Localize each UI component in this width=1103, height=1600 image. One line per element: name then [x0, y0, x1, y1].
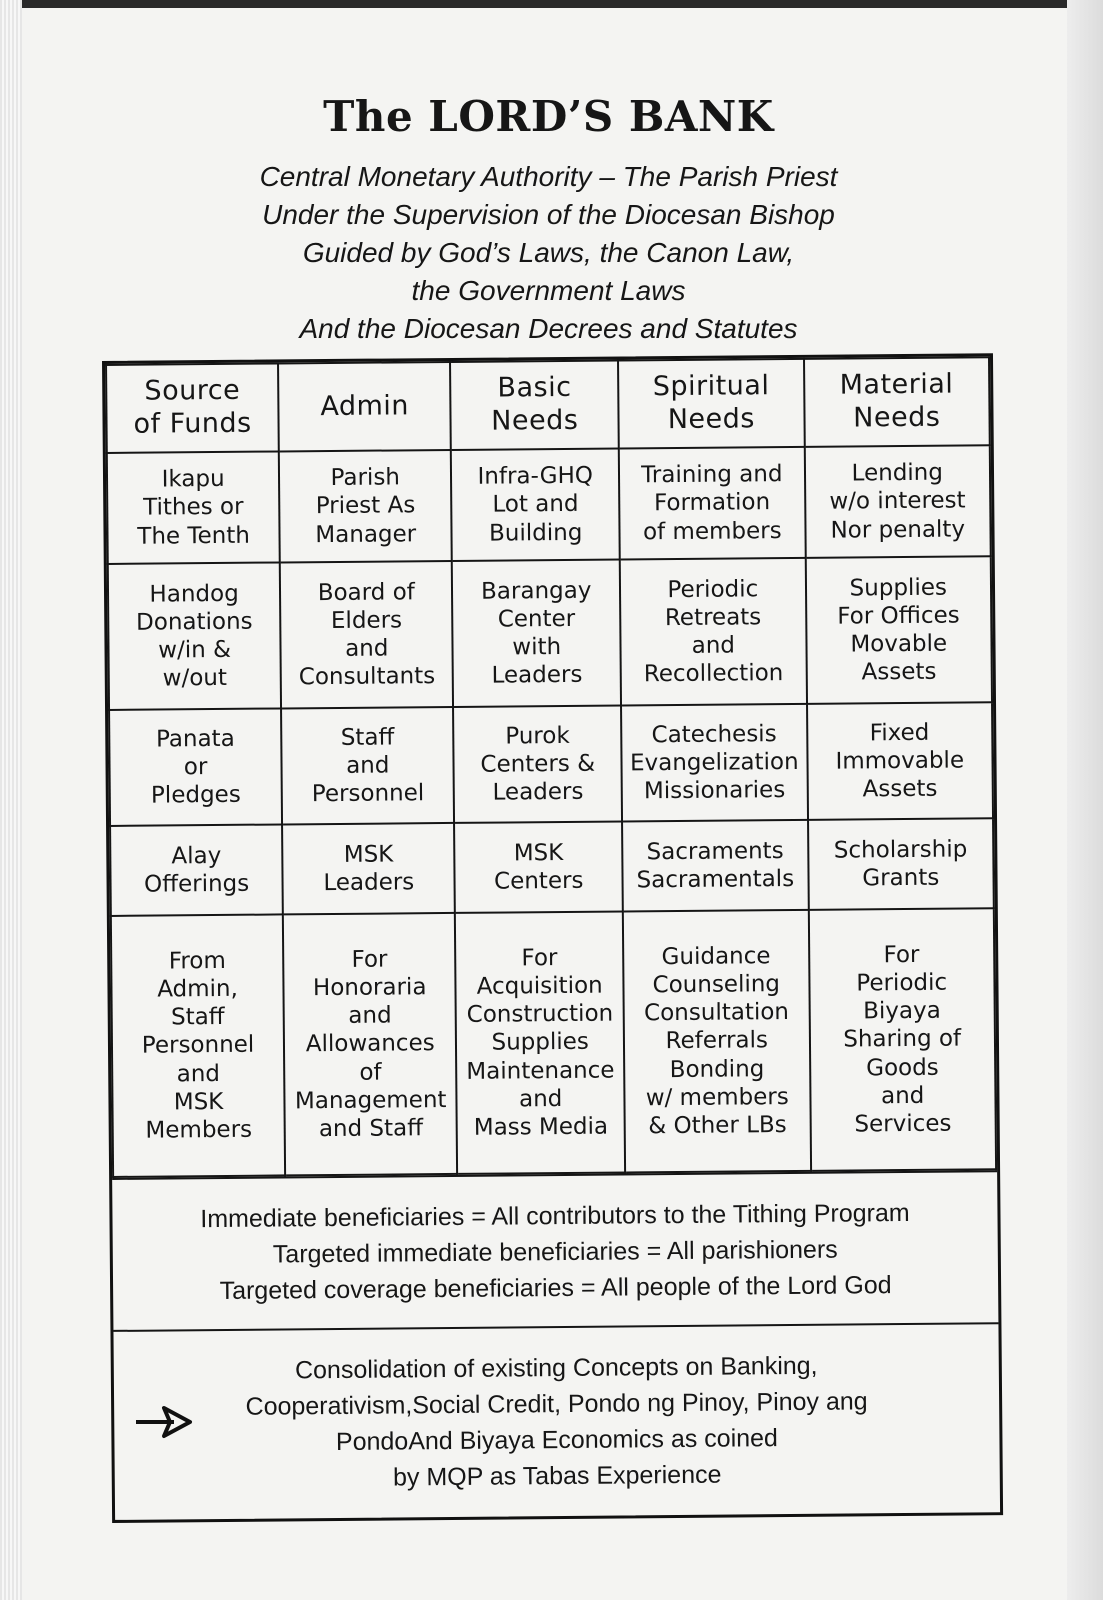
- table-row: [111, 908, 996, 1177]
- table-cell: Sacraments Sacramentals: [622, 820, 808, 912]
- table-cell: For Periodic Biyaya Sharing of Goods and Services: [808, 908, 996, 1171]
- table-cell: From Admin, Staff Personnel and MSK Members: [111, 914, 285, 1176]
- table-header-row: [106, 357, 990, 453]
- column-header-spiritual-needs: Spiritual Needs: [618, 359, 804, 449]
- table-cell: Purok Centers & Leaders: [453, 705, 622, 822]
- beneficiaries-line: Targeted coverage beneficiaries = All people of the Lord God: [219, 1271, 892, 1306]
- column-header-material-needs: Material Needs: [804, 357, 990, 447]
- consolidation-line: Consolidation of existing Concepts on Banking,: [294, 1351, 818, 1385]
- table-cell: Alay Offerings: [110, 824, 283, 915]
- table-cell: Training and Formation of members: [619, 447, 805, 560]
- table-cell: Supplies For Offices Movable Assets: [805, 556, 992, 704]
- table-cell: Board of Elders and Consultants: [280, 561, 453, 708]
- scan-right-margin: [1067, 0, 1103, 1600]
- table-cell: Scholarship Grants: [808, 818, 994, 910]
- subtitle-line: Central Monetary Authority – The Parish Priest: [259, 161, 838, 192]
- table-cell: Infra-GHQ Lot and Building: [451, 448, 620, 560]
- beneficiaries-note: [112, 1170, 998, 1330]
- table-cell: MSK Centers: [454, 821, 623, 912]
- table-cell: Panata or Pledges: [109, 708, 282, 825]
- table-cell: Staff and Personnel: [281, 707, 454, 824]
- beneficiaries-line: Immediate beneficiaries = All contributors to the Tithing Program: [200, 1198, 910, 1234]
- table-cell: MSK Leaders: [282, 823, 455, 914]
- table-cell: Catechesis Evangelization Missionaries: [621, 704, 807, 822]
- scan-top-edge: [0, 0, 1103, 8]
- consolidation-line: by MQP as Tabas Experience: [392, 1460, 722, 1492]
- table-cell: Handog Donations w/in & w/out: [108, 562, 281, 709]
- table-cell: Ikapu Tithes or The Tenth: [107, 451, 280, 563]
- table-cell: Barangay Center with Leaders: [452, 559, 621, 706]
- table-cell: Lending w/o interest Nor penalty: [804, 445, 990, 558]
- column-header-source-of-funds: Source of Funds: [106, 363, 279, 452]
- consolidation-line: Cooperativism,Social Credit, Pondo ng Pinoy, Pinoy ang: [245, 1387, 868, 1421]
- consolidation-line: PondoAnd Biyaya Economics as coined: [335, 1424, 779, 1456]
- page-stack-edge: [0, 0, 22, 1600]
- subtitle-line: Under the Supervision of the Diocesan Bishop: [262, 199, 835, 230]
- table-cell: Fixed Immovable Assets: [807, 702, 993, 820]
- table-row: [109, 702, 993, 826]
- lords-bank-table-frame: [102, 353, 1003, 1523]
- table-cell: Periodic Retreats and Recollection: [620, 558, 807, 706]
- arrow-right-icon: [134, 1404, 194, 1440]
- table-cell: For Honoraria and Allowances of Management and Staff: [283, 913, 457, 1175]
- page-title: The LORD’S BANK: [323, 92, 774, 141]
- table-cell: Guidance Counseling Consultation Referrals Bonding w/ members & Other LBs: [623, 910, 811, 1173]
- lords-bank-table: [105, 356, 997, 1178]
- table-row: [107, 445, 991, 564]
- document-page: [30, 8, 1067, 1600]
- table-cell: For Acquisition Construction Supplies Maintenance and Mass Media: [455, 911, 625, 1173]
- column-header-basic-needs: Basic Needs: [450, 360, 619, 449]
- subtitle-line: Guided by God’s Laws, the Canon Law,: [302, 237, 795, 268]
- table-row: [110, 818, 994, 916]
- table-row: [108, 556, 992, 710]
- consolidation-note: [113, 1322, 1000, 1520]
- column-header-admin: Admin: [278, 362, 451, 451]
- subtitle-line: And the Diocesan Decrees and Statutes: [299, 313, 798, 344]
- subtitle-line: the Government Laws: [411, 275, 686, 306]
- table-cell: Parish Priest As Manager: [279, 450, 452, 562]
- beneficiaries-line: Targeted immediate beneficiaries = All parishioners: [272, 1235, 838, 1269]
- subtitle-block: [30, 158, 1067, 348]
